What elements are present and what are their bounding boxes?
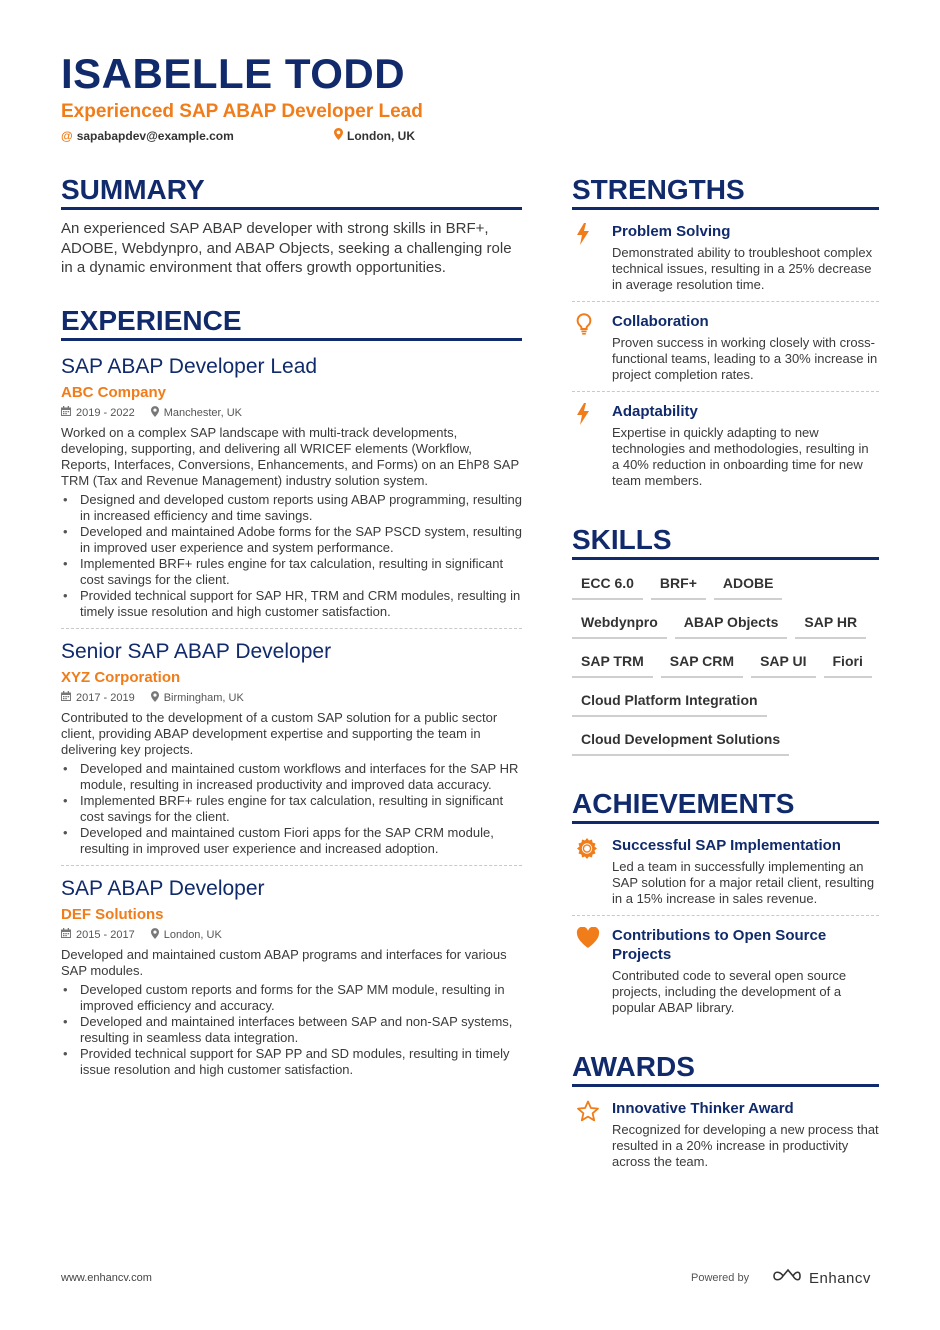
list-item: • Developed and maintained custom Fiori apps for the SAP CRM module, resulting in improved user experience and increased adoption. [61,825,522,857]
lightning-bolt-icon [572,402,612,489]
map-pin-icon [151,691,159,706]
achievement-title: Successful SAP Implementation [612,837,841,854]
strength-item [572,392,879,497]
job-title: SAP ABAP Developer Lead [61,354,318,378]
achievements-heading: ACHIEVEMENTS [572,787,879,824]
job-company: XYZ Corporation [61,668,181,686]
lightning-bolt-icon [572,222,612,293]
list-item: • Provided technical support for SAP HR, TRM and CRM modules, resulting in timely issue resolution and high customer satisfaction. [61,588,522,620]
achievement-description: Contributed code to several open source projects, including the development of a popular ABAP library. [612,968,847,1015]
calendar-icon [61,406,71,420]
job-entry [61,354,522,620]
job-meta [61,928,522,943]
divider [61,628,522,629]
skill-tag: Cloud Platform Integration [572,683,767,717]
summary-heading: SUMMARY [61,173,522,210]
skill-tag: BRF+ [651,566,706,600]
strength-description: Expertise in quickly adapting to new technologies and methodologies, resulting in a 40% reduction in onboarding time for new team members. [612,425,869,488]
awards-heading: AWARDS [572,1050,879,1087]
list-item: • Designed and developed custom reports using ABAP programming, resulting in increased efficiency and time savings. [61,492,522,524]
brand-name: Enhancv [809,1269,871,1287]
list-item: • Developed and maintained custom workflows and interfaces for the SAP HR module, resulting in increased productivity and improved data accuracy. [61,761,522,793]
contact-location [334,128,415,144]
job-entry [61,876,522,1078]
award-item [572,1087,879,1178]
award-title: Innovative Thinker Award [612,1100,794,1117]
medal-icon [572,836,612,907]
at-icon: @ [61,129,73,143]
job-dates: 2019 - 2022 [76,407,135,419]
divider [61,865,522,866]
strength-title: Collaboration [612,313,709,330]
candidate-title: Experienced SAP ABAP Developer Lead [61,101,423,122]
job-bullets [61,761,522,857]
star-icon [572,1099,612,1170]
skills-heading: SKILLS [572,523,879,560]
strength-description: Proven success in working closely with cross-functional teams, leading to a 30% increase in project completion rates. [612,335,878,382]
location-text: London, UK [347,129,415,143]
job-location: Birmingham, UK [163,692,244,704]
skill-tag: SAP HR [795,605,866,639]
skill-tag: SAP UI [751,644,815,678]
job-dates: 2017 - 2019 [76,692,135,704]
list-item: • Developed and maintained interfaces between SAP and non-SAP systems, resulting in seamless data integration. [61,1014,522,1046]
heart-icon [572,926,612,1016]
powered-by-label: Powered by [691,1272,750,1284]
job-title: Senior SAP ABAP Developer [61,639,332,663]
skill-tag: ADOBE [714,566,783,600]
skill-tag: Fiori [824,644,872,678]
job-dates: 2015 - 2017 [76,929,135,941]
contact-email[interactable] [61,128,334,144]
footer-url[interactable]: www.enhancv.com [61,1272,152,1284]
job-entry [61,639,522,857]
map-pin-icon [334,128,343,144]
job-company: DEF Solutions [61,905,164,923]
award-description: Recognized for developing a new process that resulted in a 20% increase in productivity across the team. [612,1122,879,1169]
job-location: Manchester, UK [163,407,242,419]
list-item: • Implemented BRF+ rules engine for tax calculation, resulting in significant cost savings for the client. [61,556,522,588]
skill-tag: SAP CRM [661,644,743,678]
contact-row [61,128,881,144]
job-description: Developed and maintained custom ABAP programs and interfaces for various SAP modules. [61,946,507,978]
skills-list [572,566,879,761]
enhancv-logo-icon [771,1268,803,1288]
job-location: London, UK [163,929,222,941]
map-pin-icon [151,928,159,943]
right-column [572,173,879,1178]
strength-title: Problem Solving [612,223,731,240]
achievement-item [572,916,879,1024]
list-item: • Developed and maintained Adobe forms for the SAP PSCD system, resulting in improved user experience and system performance. [61,524,522,556]
strength-item [572,302,879,391]
left-column [61,173,522,1078]
resume-header [61,50,881,144]
calendar-icon [61,928,71,942]
job-bullets [61,982,522,1078]
skill-tag: SAP TRM [572,644,653,678]
experience-heading: EXPERIENCE [61,304,522,341]
job-company: ABC Company [61,383,167,401]
list-item: • Implemented BRF+ rules engine for tax calculation, resulting in significant cost savings for the client. [61,793,522,825]
strength-description: Demonstrated ability to troubleshoot complex technical issues, resulting in a 25% decrease in average resolution time. [612,245,873,292]
calendar-icon [61,691,71,705]
achievement-description: Led a team in successfully implementing an SAP solution for a major retail client, resulting in a 15% increase in sales revenue. [612,859,875,906]
job-description: Worked on a complex SAP landscape with multi-track developments, developing, supporting, and delivering all WRICEF elements (Workflow, Reports, Interfaces, Conversions, Enhancements, and Forms) on an EhP8 SAP TRM (Tax and Revenue Management) industry solution system. [61,424,519,488]
list-item: • Provided technical support for SAP PP and SD modules, resulting in timely issue resolution and high customer satisfaction. [61,1046,522,1078]
job-description: Contributed to the development of a custom SAP solution for a public sector client, providing ABAP development expertise and supporting the team in delivering key projects. [61,709,498,757]
skill-tag: ECC 6.0 [572,566,643,600]
job-meta [61,406,522,421]
skill-tag: Webdynpro [572,605,667,639]
map-pin-icon [151,406,159,421]
lightbulb-icon [572,312,612,383]
strength-item [572,210,879,301]
achievement-item [572,824,879,915]
job-meta [61,691,522,706]
list-item: • Developed custom reports and forms for the SAP MM module, resulting in improved efficiency and accuracy. [61,982,522,1014]
brand-logo[interactable] [771,1268,871,1288]
candidate-name: ISABELLE TODD [61,50,406,97]
email-text: sapabapdev@example.com [76,129,234,143]
skill-tag: Cloud Development Solutions [572,722,789,756]
job-bullets [61,492,522,620]
achievement-title: Contributions to Open Source Projects [612,927,827,963]
job-title: SAP ABAP Developer [61,876,265,900]
strength-title: Adaptability [612,403,698,420]
skill-tag: ABAP Objects [675,605,788,639]
strengths-heading: STRENGTHS [572,173,879,210]
summary-text: An experienced SAP ABAP developer with strong skills in BRF+, ADOBE, Webdynpro, and ABAP Objects, seeking a challenging role in a dynamic environment that offers growth opportunities. [61,220,512,276]
